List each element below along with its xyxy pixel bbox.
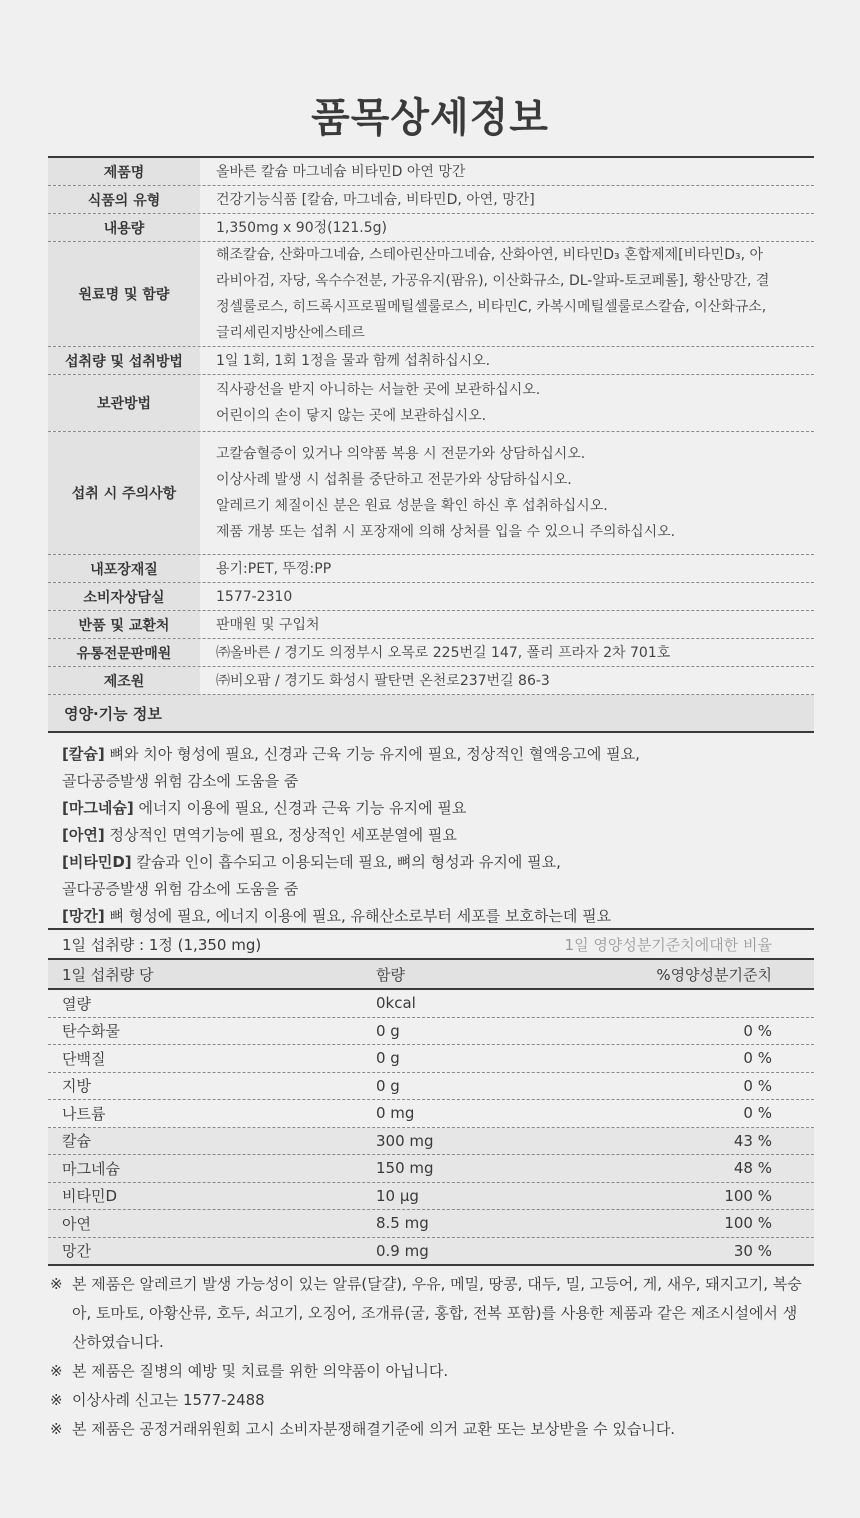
info-value-line: 알레르기 체질이신 분은 원료 성분을 확인 하신 후 섭취하십시오. xyxy=(216,498,608,514)
nutrient-daily-value: 43 % xyxy=(733,1131,772,1150)
function-tag: [망간] xyxy=(62,907,105,925)
nutrient-row xyxy=(48,1100,814,1128)
notice-item xyxy=(50,1357,820,1386)
info-value-line: ㈜비오팜 / 경기도 화성시 팔탄면 온천로237번길 86-3 xyxy=(216,672,550,689)
nutrient-amount: 0 g xyxy=(376,1021,400,1040)
info-value-line: 라비아검, 자당, 옥수수전분, 가공유지(팜유), 이산화규소, DL-알파-토코페롤], 황산망간, 결 xyxy=(216,273,770,289)
function-tag: [칼슘] xyxy=(62,745,105,763)
info-value xyxy=(200,432,814,554)
function-text: 정상적인 면역기능에 필요, 정상적인 세포분열에 필요 xyxy=(104,826,457,844)
function-item xyxy=(62,876,800,903)
info-value-line: 1577-2310 xyxy=(216,588,293,605)
info-value-line: 어린이의 손이 닿지 않는 곳에 보관하십시오. xyxy=(216,408,487,424)
function-item xyxy=(62,822,800,849)
nutrient-amount: 0kcal xyxy=(376,994,416,1013)
nutrition-function-heading: 영양·기능 정보 xyxy=(48,695,814,733)
info-value-line: 정셀룰로스, 히드록시프로필메틸셀룰로스, 비타민C, 카복시메틸셀룰로스칼슘, 이산화규소, xyxy=(216,299,767,315)
nutrient-name: 망간 xyxy=(62,1242,91,1261)
info-label: 내용량 xyxy=(48,214,200,241)
info-row xyxy=(48,158,814,186)
nutrient-row xyxy=(48,1045,814,1073)
notice-text xyxy=(72,1415,820,1444)
info-row xyxy=(48,186,814,214)
function-text: 뼈 형성에 필요, 에너지 이용에 필요, 유해산소로부터 세포를 보호하는데 필요 xyxy=(104,907,612,925)
info-value-line: 1,350mg x 90정(121.5g) xyxy=(216,219,388,236)
info-value-line: 글리세린지방산에스테르 xyxy=(216,325,365,341)
info-value-line: 건강기능식품 [칼슘, 마그네슘, 비타민D, 아연, 망간] xyxy=(216,191,535,208)
info-value xyxy=(200,583,814,610)
reference-mark: ※ xyxy=(50,1420,63,1438)
nutrient-daily-value: 100 % xyxy=(724,1186,772,1205)
column-header-per-serving: 1일 섭취량 당 xyxy=(62,965,154,984)
info-value xyxy=(200,214,814,241)
info-value-line: ㈜올바른 / 경기도 의정부시 오목로 225번길 147, 폴리 프라자 2차 701호 xyxy=(216,644,671,661)
info-value xyxy=(200,375,814,431)
notice-text xyxy=(72,1386,820,1415)
function-text: 뼈와 치아 형성에 필요, 신경과 근육 기능 유지에 필요, 정상적인 혈액응고에 필요, xyxy=(104,745,640,763)
info-row xyxy=(48,611,814,639)
function-tag: [마그네슘] xyxy=(62,799,134,817)
function-text: 골다공증발생 위험 감소에 도움을 줌 xyxy=(62,772,299,790)
page-title: 품목상세정보 xyxy=(311,95,549,141)
nutrient-name: 나트륨 xyxy=(62,1104,106,1123)
info-label: 제품명 xyxy=(48,158,200,185)
info-label: 식품의 유형 xyxy=(48,186,200,213)
info-value-line: 이상사례 발생 시 섭취를 중단하고 전문가와 상담하십시오. xyxy=(216,472,572,488)
info-row xyxy=(48,375,814,432)
notice-line: 아, 토마토, 아황산류, 호두, 쇠고기, 오징어, 조개류(굴, 홍합, 전복 포함)를 사용한 제품과 같은 제조시설에서 생 xyxy=(72,1304,798,1322)
function-item xyxy=(62,903,800,930)
notice-item xyxy=(50,1386,820,1415)
function-tag: [아연] xyxy=(62,826,105,844)
notice-text xyxy=(72,1357,820,1386)
info-value-line: 고칼슘혈증이 있거나 의약품 복용 시 전문가와 상담하십시오. xyxy=(216,446,586,462)
notice-line: 본 제품은 질병의 예방 및 치료를 위한 의약품이 아닙니다. xyxy=(72,1362,449,1380)
info-label: 제조원 xyxy=(48,667,200,694)
info-row xyxy=(48,667,814,695)
reference-mark: ※ xyxy=(50,1362,63,1380)
nutrient-amount: 0.9 mg xyxy=(376,1241,429,1260)
nutrient-row xyxy=(48,1238,814,1265)
nutrient-name: 탄수화물 xyxy=(62,1022,120,1041)
info-value-line: 제품 개봉 또는 섭취 시 포장재에 의해 상처를 입을 수 있으니 주의하십시오. xyxy=(216,524,676,540)
nutrient-daily-value: 48 % xyxy=(733,1159,772,1178)
nutrient-amount: 0 g xyxy=(376,1049,400,1068)
info-label: 소비자상담실 xyxy=(48,583,200,610)
nutrient-daily-value: 30 % xyxy=(733,1241,772,1260)
nutrition-table xyxy=(48,928,814,1266)
notice-line: 산하였습니다. xyxy=(72,1333,164,1351)
info-row xyxy=(48,214,814,242)
info-value-line: 직사광선을 받지 아니하는 서늘한 곳에 보관하십시오. xyxy=(216,382,541,398)
nutrient-name: 비타민D xyxy=(62,1187,118,1206)
nutrient-row xyxy=(48,990,814,1018)
info-label: 반품 및 교환처 xyxy=(48,611,200,638)
info-value-line: 1일 1회, 1회 1정을 물과 함께 섭취하십시오. xyxy=(216,352,491,369)
product-info-table xyxy=(48,156,814,936)
notice-line: 본 제품은 알레르기 발생 가능성이 있는 알류(달걀), 우유, 메밀, 땅콩, 대두, 밀, 고등어, 게, 새우, 돼지고기, 복숭 xyxy=(72,1275,802,1293)
info-value-line: 올바른 칼슘 마그네슘 비타민D 아연 망간 xyxy=(216,163,466,180)
reference-mark: ※ xyxy=(50,1275,63,1293)
notice-line: 이상사례 신고는 1577-2488 xyxy=(72,1391,265,1409)
nutrition-table-header xyxy=(48,960,814,990)
nutrient-amount: 0 g xyxy=(376,1076,400,1095)
daily-ratio-label: 1일 영양성분기준치에대한 비율 xyxy=(564,935,772,954)
info-label: 보관방법 xyxy=(48,375,200,431)
info-value xyxy=(200,242,814,346)
info-label: 원료명 및 함량 xyxy=(48,242,200,346)
function-item xyxy=(62,768,800,795)
nutrient-amount: 10 μg xyxy=(376,1186,419,1205)
info-label: 섭취량 및 섭취방법 xyxy=(48,347,200,374)
nutrient-row xyxy=(48,1155,814,1183)
nutrient-name: 단백질 xyxy=(62,1049,106,1068)
notice-text xyxy=(72,1270,820,1357)
info-value xyxy=(200,667,814,694)
function-item xyxy=(62,741,800,768)
info-value-line: 용기:PET, 뚜껑:PP xyxy=(216,560,332,577)
info-row xyxy=(48,639,814,667)
nutrient-daily-value: 100 % xyxy=(724,1214,772,1233)
info-value-line: 해조칼슘, 산화마그네슘, 스테아린산마그네슘, 산화아연, 비타민D₃ 혼합제제[비타민D₃, 아 xyxy=(216,247,764,263)
nutrient-name: 열량 xyxy=(62,994,91,1013)
info-row xyxy=(48,347,814,375)
reference-mark: ※ xyxy=(50,1391,63,1409)
info-row xyxy=(48,555,814,583)
info-value xyxy=(200,347,814,374)
nutrient-row xyxy=(48,1183,814,1211)
nutrient-name: 지방 xyxy=(62,1077,91,1096)
nutrient-row xyxy=(48,1073,814,1101)
info-row xyxy=(48,242,814,347)
nutrient-amount: 150 mg xyxy=(376,1159,434,1178)
info-value xyxy=(200,186,814,213)
info-value xyxy=(200,639,814,666)
info-value xyxy=(200,158,814,185)
nutrient-daily-value: 0 % xyxy=(743,1104,772,1123)
nutrient-row xyxy=(48,1018,814,1046)
nutrient-daily-value: 0 % xyxy=(743,1076,772,1095)
info-value xyxy=(200,555,814,582)
nutrient-name: 마그네슘 xyxy=(62,1159,120,1178)
info-label: 유통전문판매원 xyxy=(48,639,200,666)
info-row xyxy=(48,432,814,555)
notice-item xyxy=(50,1415,820,1444)
nutrition-summary-row xyxy=(48,930,814,960)
info-label: 내포장재질 xyxy=(48,555,200,582)
nutrient-amount: 8.5 mg xyxy=(376,1214,429,1233)
function-list xyxy=(48,733,814,936)
nutrient-name: 아연 xyxy=(62,1214,91,1233)
serving-size: 1일 섭취량 : 1정 (1,350 mg) xyxy=(62,935,262,954)
nutrition-rows xyxy=(48,990,814,1264)
function-tag: [비타민D] xyxy=(62,853,132,871)
info-label: 섭취 시 주의사항 xyxy=(48,432,200,554)
nutrient-amount: 300 mg xyxy=(376,1131,434,1150)
function-item xyxy=(62,795,800,822)
nutrient-name: 칼슘 xyxy=(62,1132,91,1151)
column-header-amount: 함량 xyxy=(376,965,405,984)
info-value xyxy=(200,611,814,638)
notice-item xyxy=(50,1270,820,1357)
nutrient-daily-value: 0 % xyxy=(743,1021,772,1040)
notice-line: 본 제품은 공정거래위원회 고시 소비자분쟁해결기준에 의거 교환 또는 보상받을 수 있습니다. xyxy=(72,1420,676,1438)
function-text: 칼슘과 인이 흡수되고 이용되는데 필요, 뼈의 형성과 유지에 필요, xyxy=(131,853,561,871)
function-text: 에너지 이용에 필요, 신경과 근육 기능 유지에 필요 xyxy=(133,799,467,817)
column-header-daily-value: %영양성분기준치 xyxy=(656,965,772,984)
nutrient-row xyxy=(48,1128,814,1156)
notice-list xyxy=(50,1270,820,1444)
nutrient-amount: 0 mg xyxy=(376,1104,415,1123)
function-text: 골다공증발생 위험 감소에 도움을 줌 xyxy=(62,880,299,898)
nutrient-daily-value: 0 % xyxy=(743,1049,772,1068)
info-value-line: 판매원 및 구입처 xyxy=(216,616,320,633)
nutrient-row xyxy=(48,1210,814,1238)
function-item xyxy=(62,849,800,876)
info-row xyxy=(48,583,814,611)
